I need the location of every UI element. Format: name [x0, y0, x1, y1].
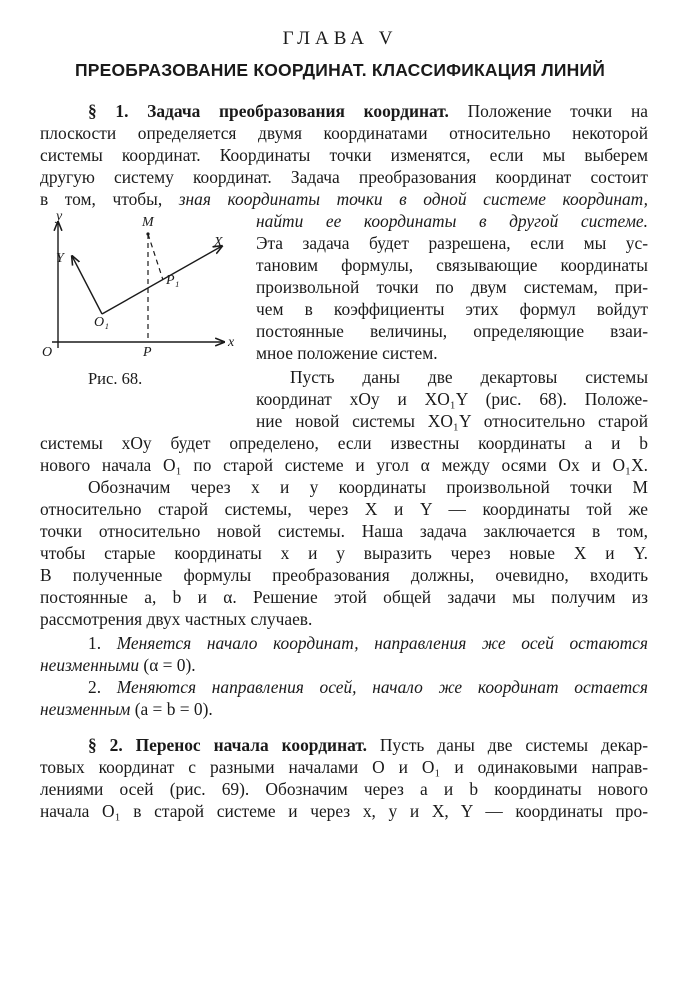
- label-X: X: [214, 235, 223, 250]
- case-2-line-1: [88, 676, 648, 698]
- case-2-text-end: неизменным: [40, 699, 131, 719]
- section1-line-2: плоскости определяется двумя координатами относительно некоторой: [40, 123, 648, 143]
- figure-caption: Рис. 68.: [88, 369, 143, 388]
- section2-line-3: лениями осей (рис. 69). Обозначим через a и b координаты нового: [40, 779, 648, 799]
- new-y-axis: [72, 256, 102, 314]
- section1-line-11: постоянные величины, определяющие взаи-: [256, 321, 648, 341]
- case-2-text: Меняются направления осей, начало же координат остается: [116, 677, 648, 697]
- section2-line-2: товых координат с разными началами O и O₁ и одинаковыми направ-: [40, 757, 648, 777]
- section1-line-21: чтобы старые координаты x и y выразить через новые X и Y.: [40, 543, 648, 563]
- section1-heading: § 1. Задача преобразования координат.: [88, 101, 449, 121]
- section1-line-10: чем в коэффициенты этих формул войдут: [256, 299, 648, 319]
- section1-line-18: Обозначим через x и y координаты произвольной точки M: [88, 477, 648, 497]
- section1-line-17: нового начала O₁ по старой системе и угол α между осями Ox и O₁X.: [40, 455, 648, 475]
- case-2-condition: (a = b = 0).: [134, 699, 213, 719]
- section1-line-15: ние новой системы XO₁Y относительно старой: [256, 411, 648, 431]
- section1-line-3: системы координат. Координаты точки изменятся, если мы выберем: [40, 145, 648, 165]
- section1-line-20: точки относительно новой системы. Наша задача заключается в том,: [40, 521, 648, 541]
- chapter-title: ПРЕОБРАЗОВАНИЕ КООРДИНАТ. КЛАССИФИКАЦИЯ ЛИНИЙ: [74, 60, 606, 80]
- case-2-number: 2.: [88, 677, 102, 697]
- section1-line-16: системы xOy будет определено, если известны координаты a и b: [40, 433, 648, 453]
- section1-line-22: В полученные формулы преобразования должны, очевидно, входить: [40, 565, 648, 585]
- case-1-line-2: [40, 654, 648, 676]
- point-m: [146, 232, 149, 235]
- label-P: P: [143, 345, 152, 360]
- figure-68: [42, 208, 242, 368]
- section1-line-8: тановим формулы, связывающие координаты: [256, 255, 648, 275]
- case-1-line-1: [88, 632, 648, 654]
- section1-line-5-italic: зная координаты точки в одной системе координат,: [178, 189, 648, 209]
- section2-line-1-text: Пусть даны две системы декар-: [379, 735, 648, 755]
- label-Y: Y: [56, 251, 64, 266]
- case-2-line-2: [40, 698, 648, 720]
- case-1-text-end: неизменными: [40, 655, 140, 675]
- case-1-number: 1.: [88, 633, 102, 653]
- section1-line-9: произвольной точки по двум системам, при-: [256, 277, 648, 297]
- section2-line-1: [88, 734, 648, 756]
- section1-line-6: найти ее координаты в другой системе.: [256, 211, 648, 231]
- case-1-condition: (α = 0).: [143, 655, 196, 675]
- label-P1: P₁: [166, 273, 180, 288]
- label-O1: O₁: [94, 315, 109, 330]
- section1-line-7: Эта задача будет разрешена, если мы ус-: [256, 233, 648, 253]
- case-1-text: Меняется начало координат, направления же осей остаются: [116, 633, 648, 653]
- chapter-number: ГЛАВА V: [282, 28, 398, 49]
- section1-line-14: координат xOy и XO₁Y (рис. 68). Положе-: [256, 389, 648, 409]
- section1-line-1-text: Положение точки на: [467, 101, 648, 121]
- section1-line-5-text: в том, чтобы,: [40, 189, 163, 209]
- section1-line-5: [40, 188, 648, 210]
- section2-line-4: начала O₁ в старой системе и через x, y и X, Y — координаты про-: [40, 801, 648, 821]
- section1-line-12: мное положение систем.: [256, 343, 438, 363]
- section2-heading: § 2. Перенос начала координат.: [88, 735, 367, 755]
- section1-line-4: другую систему координат. Задача преобразования координат состоит: [40, 167, 648, 187]
- label-O: O: [42, 345, 53, 360]
- section1-line-23: постоянные a, b и α. Решение этой общей задачи мы получим из: [40, 587, 648, 607]
- section1-line-19: относительно старой системы, через X и Y — координаты той же: [40, 499, 648, 519]
- label-x: x: [228, 335, 235, 350]
- new-x-axis: [102, 246, 222, 314]
- section1-line-24: рассмотрения двух частных случаев.: [40, 609, 313, 629]
- projection-m-p1: [148, 234, 163, 280]
- section1-line-13: Пусть даны две декартовы системы: [290, 367, 648, 387]
- label-M: M: [142, 215, 154, 230]
- label-y: y: [56, 209, 63, 224]
- section1-line-1: [88, 100, 648, 122]
